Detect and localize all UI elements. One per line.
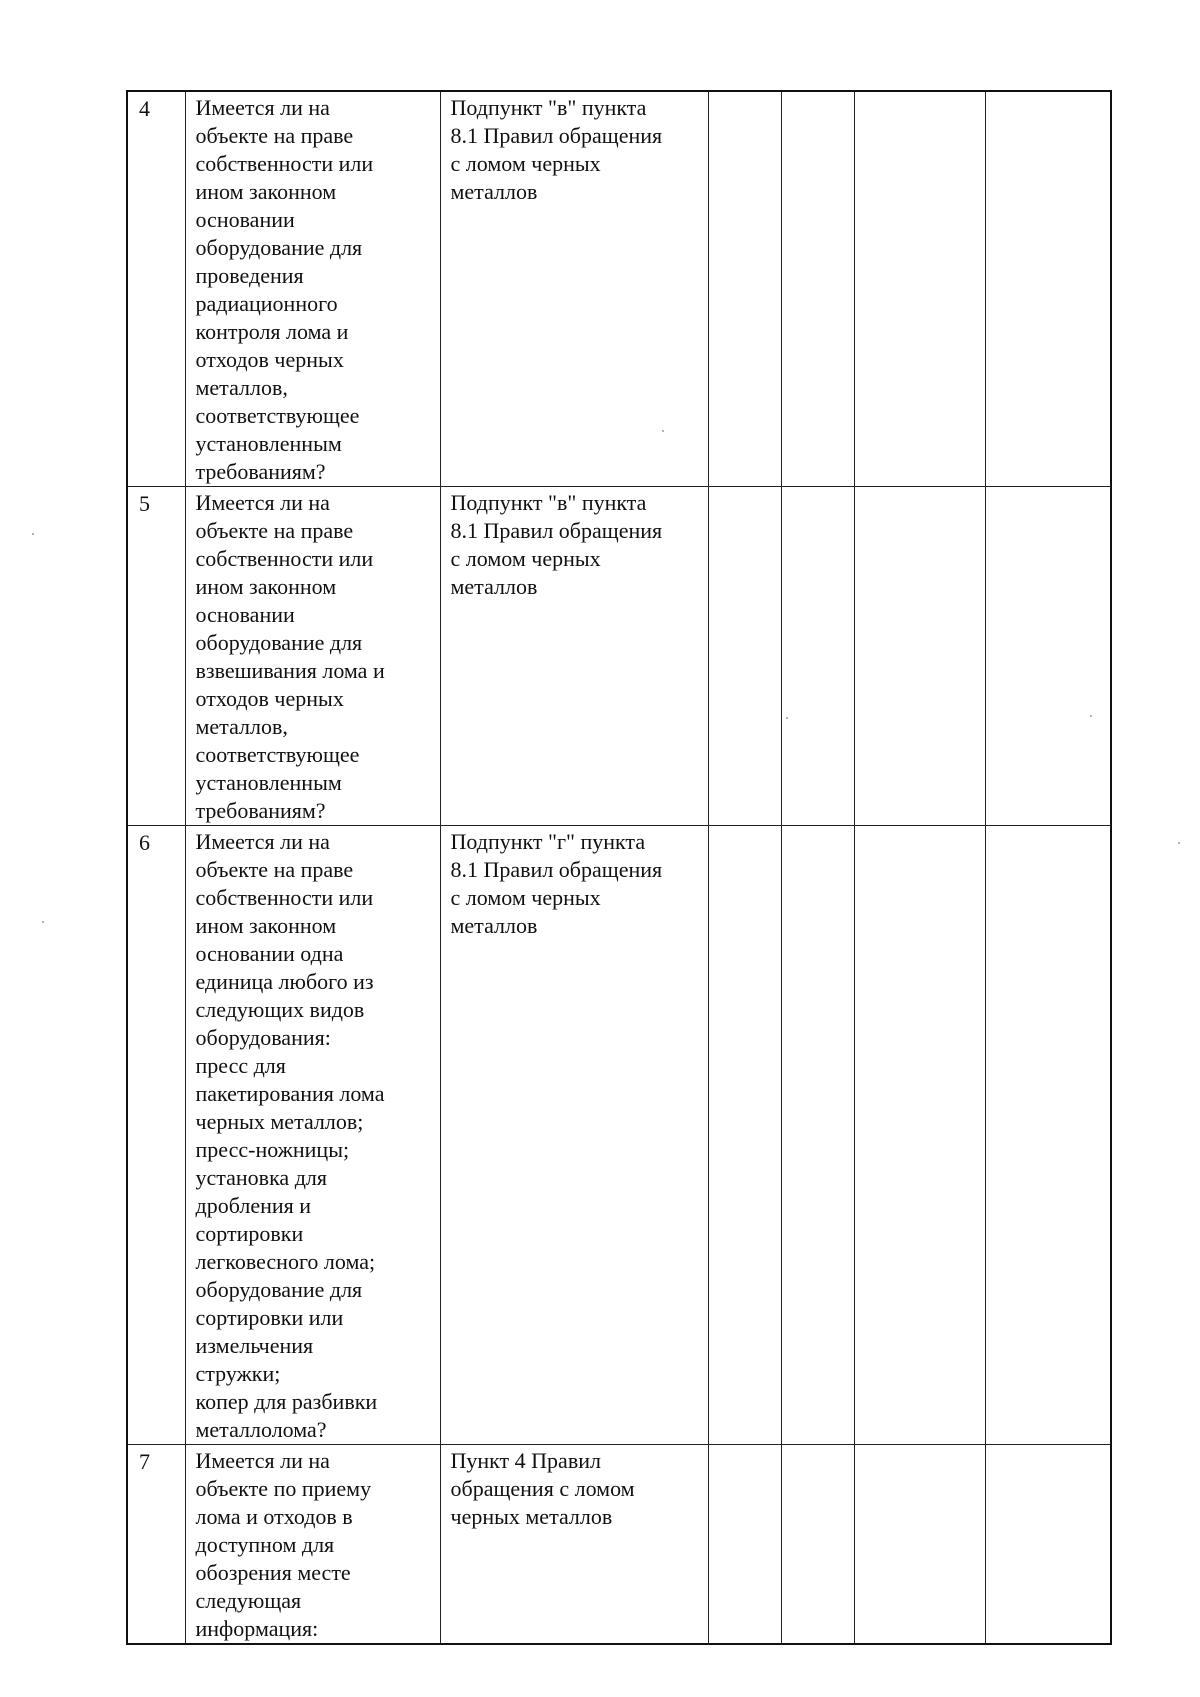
reference-cell (440, 1445, 708, 1645)
row-number-cell (127, 487, 185, 826)
not-applicable-cell (854, 91, 985, 487)
table-row (127, 91, 1111, 487)
table-row (127, 1445, 1111, 1645)
answer-yes-cell (708, 91, 781, 487)
answer-no-cell (781, 91, 854, 487)
row-number-cell (127, 1445, 185, 1645)
not-applicable-cell (854, 1445, 985, 1645)
scan-speck (32, 533, 34, 535)
answer-yes-cell (708, 1445, 781, 1645)
answer-no-cell (781, 826, 854, 1445)
question-cell (185, 1445, 440, 1645)
question-text: Имеется ли на объекте по приему лома и отходов в доступном для обозрения месте следующая информация: (195, 1448, 372, 1641)
answer-yes-cell (708, 826, 781, 1445)
row-number-cell (127, 91, 185, 487)
reference-cell (440, 487, 708, 826)
reference-text: Пункт 4 Правил обращения с ломом черных металлов (450, 1448, 635, 1529)
question-text: Имеется ли на объекте на праве собственности или ином законном основании одна единица любого из следующих видов оборудования: пресс для пакетирования лома черных металлов; пресс-ножницы; установка для дробления и сортировки легковесного лома; оборудование для сортировки или измельчения стружки; копер для разбивки металлолома? (195, 829, 385, 1442)
reference-text: Подпункт "в" пункта 8.1 Правил обращения с ломом черных металлов (450, 490, 663, 599)
question-cell (185, 91, 440, 487)
reference-cell (440, 91, 708, 487)
question-text: Имеется ли на объекте на праве собственности или ином законном основании оборудование для проведения радиационного контроля лома и отходов черных металлов, соответствующее установленным требованиям? (195, 95, 374, 484)
reference-cell (440, 826, 708, 1445)
row-number: 5 (139, 491, 150, 516)
row-number: 4 (139, 96, 150, 121)
scan-speck (1090, 715, 1092, 717)
notes-cell (985, 91, 1111, 487)
notes-cell (985, 1445, 1111, 1645)
notes-cell (985, 826, 1111, 1445)
row-number: 7 (139, 1449, 150, 1474)
notes-cell (985, 487, 1111, 826)
scan-speck (786, 717, 788, 719)
answer-no-cell (781, 487, 854, 826)
answer-no-cell (781, 1445, 854, 1645)
table-row (127, 487, 1111, 826)
table-row (127, 826, 1111, 1445)
row-number-cell (127, 826, 185, 1445)
row-number: 6 (139, 830, 150, 855)
answer-yes-cell (708, 487, 781, 826)
reference-text: Подпункт "г" пункта 8.1 Правил обращения с ломом черных металлов (450, 829, 663, 938)
question-cell (185, 487, 440, 826)
not-applicable-cell (854, 826, 985, 1445)
not-applicable-cell (854, 487, 985, 826)
question-text: Имеется ли на объекте на праве собственности или ином законном основании оборудование для взвешивания лома и отходов черных металлов, соответствующее установленным требованиям? (195, 490, 385, 823)
scan-speck (662, 430, 664, 432)
scan-speck (42, 921, 44, 923)
reference-text: Подпункт "в" пункта 8.1 Правил обращения с ломом черных металлов (450, 95, 663, 204)
scan-speck (1178, 842, 1180, 844)
checklist-table (126, 90, 1112, 1645)
question-cell (185, 826, 440, 1445)
